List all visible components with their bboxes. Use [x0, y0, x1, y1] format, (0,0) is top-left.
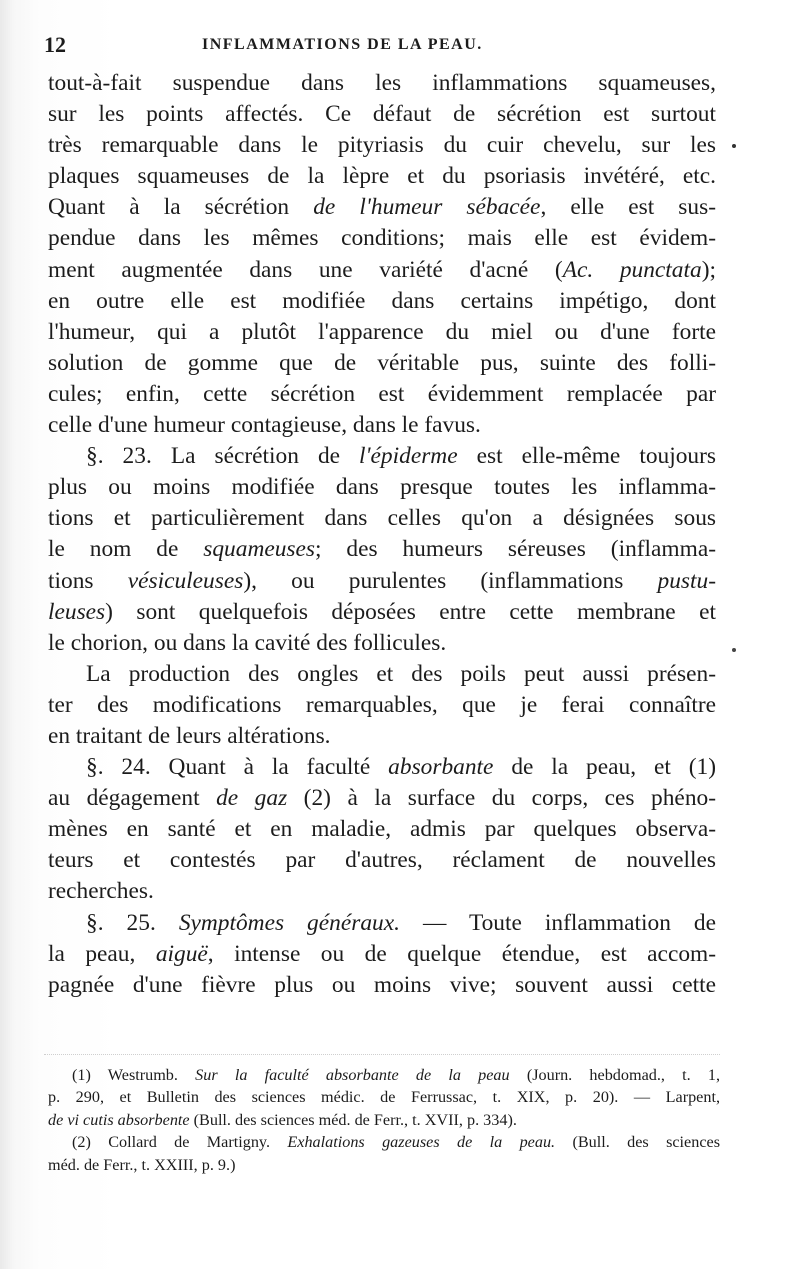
text-line: celle d'une humeur contagieuse, dans le favus.	[48, 412, 481, 439]
text-run: , elle est sus-	[540, 194, 716, 221]
text-run: de la peau, et (1)	[493, 754, 716, 781]
text-run: , intense ou de quelque étendue, est accom-	[207, 940, 717, 967]
footnote-1-cont	[48, 1109, 720, 1131]
italic-term: l'épiderme	[359, 443, 458, 470]
text-run: le nom de	[48, 536, 204, 563]
text-line: cules; enfin, cette sécrétion est évidemment remplacée par	[48, 380, 716, 407]
italic-term: squameuses	[203, 536, 315, 563]
running-head: INFLAMMATIONS DE LA PEAU.	[202, 36, 483, 53]
text-run: ment augmentée dans une variété d'acné (	[48, 256, 563, 283]
text-run: (1) Westrumb.	[72, 1066, 196, 1084]
text-line: en outre elle est modifiée dans certains impétigo, dont	[48, 287, 716, 314]
section-25-start	[48, 908, 716, 939]
italic-term: de l'humeur sébacée	[313, 194, 541, 221]
text-run: ; des humeurs séreuses (inflamma-	[315, 536, 716, 563]
text-run: (Bull. des sciences méd. de Ferr., t. XVII, p. 334).	[189, 1110, 517, 1129]
text-run: (Journ. hebdomad., t. 1,	[509, 1066, 721, 1084]
italic-title: Exhalations gazeuses de la peau.	[287, 1133, 556, 1152]
italic-title: Sur la faculté absorbante de la peau	[195, 1066, 510, 1084]
text-run: (2) à la surface du corps, ces phéno-	[287, 785, 716, 812]
text-line: sur les points affectés. Ce défaut de sécrétion est surtout	[48, 101, 716, 128]
text-line	[48, 534, 716, 565]
text-run: (2) Collard de Martigny.	[72, 1133, 288, 1152]
italic-heading: Symptômes généraux.	[178, 909, 400, 936]
body-text	[48, 68, 716, 1001]
section-24-start	[48, 752, 716, 783]
text-line: solution de gomme que de véritable pus, suinte des folli-	[48, 349, 716, 376]
text-line: teurs et contestés par d'autres, réclament de nouvelles	[48, 847, 716, 874]
text-run: ), ou purulentes (inflammations	[243, 567, 658, 594]
text-run: (Bull. des sciences	[555, 1133, 720, 1152]
text-line	[48, 566, 716, 597]
text-line	[48, 597, 716, 628]
page-header	[44, 30, 724, 60]
italic-term: leuses	[48, 598, 106, 625]
text-line: plaques squameuses de la lèpre et du psoriasis invétéré, etc.	[48, 163, 716, 190]
text-line: tions et particulièrement dans celles qu'on a désignées sous	[48, 505, 716, 532]
footnote-2	[48, 1131, 720, 1153]
italic-term: Ac. punctata	[562, 256, 702, 283]
text-run: §. 25.	[86, 909, 179, 936]
text-run: Quant à la sécrétion	[48, 194, 314, 221]
text-line: pagnée d'une fièvre plus ou moins vive; souvent aussi cette	[48, 971, 716, 998]
text-run: §. 24. Quant à la faculté	[86, 754, 389, 781]
text-run: — Toute inflammation de	[399, 909, 716, 936]
page-number: 12	[44, 32, 66, 57]
italic-title: de vi cutis absorbente	[48, 1110, 190, 1129]
text-line: ter des modifications remarquables, que je ferai connaître	[48, 691, 716, 718]
text-line: très remarquable dans le pityriasis du cuir chevelu, sur les	[48, 132, 716, 159]
footnote-2-cont: méd. de Ferr., t. XXIII, p. 9.)	[48, 1155, 236, 1174]
footnote-1-cont: p. 290, et Bulletin des sciences médic. de Ferrussac, t. XIX, p. 20). — Larpent,	[48, 1088, 720, 1107]
text-line: mènes en santé et en maladie, admis par quelques observa-	[48, 816, 716, 843]
footnote-1	[48, 1064, 720, 1086]
paragraph-start: La production des ongles et des poils peut aussi présen-	[86, 660, 716, 687]
text-line	[48, 192, 716, 223]
text-run: ) sont quelquefois déposées entre cette membrane et	[105, 598, 716, 625]
text-line: tout-à-fait suspendue dans les inflammations squameuses,	[48, 70, 716, 96]
text-line: en traitant de leurs altérations.	[48, 722, 331, 749]
italic-term: absorbante	[388, 754, 494, 781]
text-run: tions	[48, 567, 128, 594]
text-run: );	[701, 256, 716, 283]
section-23-start	[48, 441, 716, 472]
text-line	[48, 255, 716, 286]
text-line: le chorion, ou dans la cavité des follicules.	[48, 629, 447, 656]
italic-term: vésiculeuses	[127, 567, 244, 594]
text-run: est elle-même toujours	[457, 443, 716, 470]
text-line: plus ou moins modifiée dans presque toutes les inflamma-	[48, 474, 716, 501]
text-line	[48, 939, 716, 970]
italic-term: aiguë	[155, 940, 208, 967]
italic-term: de gaz	[216, 785, 288, 812]
text-line: recherches.	[48, 878, 154, 905]
text-run: la peau,	[48, 940, 156, 967]
footnote-divider	[44, 1054, 720, 1055]
text-run: au dégagement	[48, 785, 217, 812]
ink-speck	[732, 144, 736, 148]
text-line	[48, 783, 716, 814]
ink-speck	[732, 648, 736, 652]
italic-term: pustu-	[657, 567, 716, 594]
text-line: l'humeur, qui a plutôt l'apparence du miel ou d'une forte	[48, 318, 716, 345]
text-run: §. 23. La sécrétion de	[86, 443, 360, 470]
text-line: pendue dans les mêmes conditions; mais elle est évidem-	[48, 225, 716, 252]
footnotes	[48, 1064, 720, 1176]
